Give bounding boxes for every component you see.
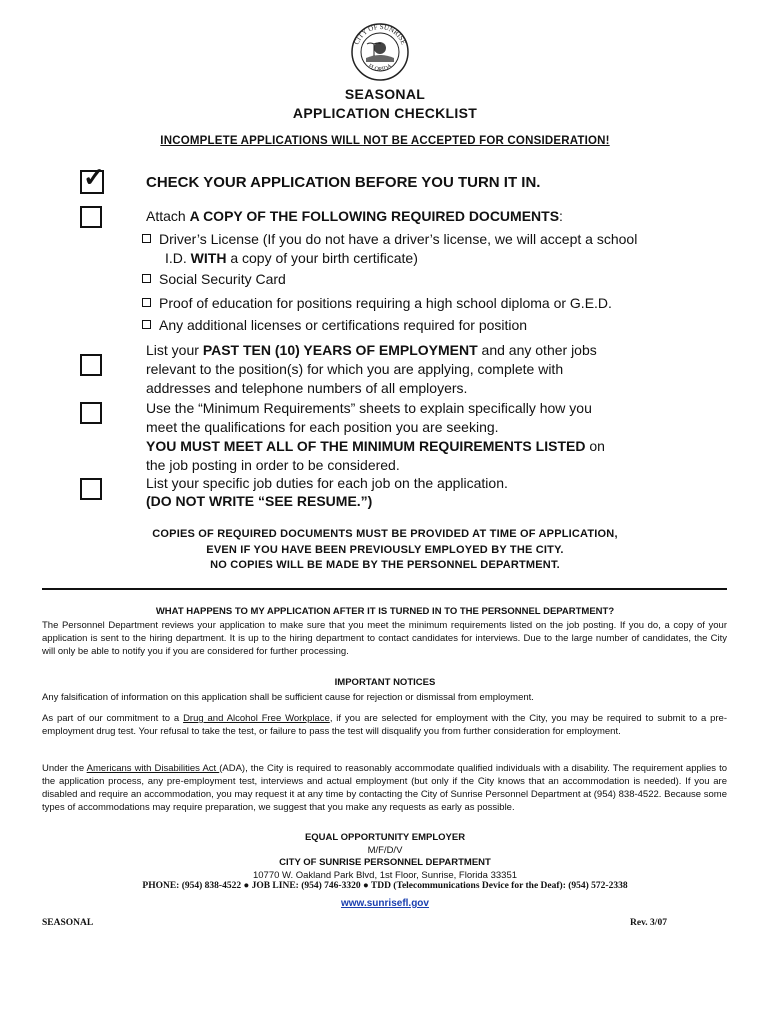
seal-bottom-text: FLORIDA (366, 63, 394, 73)
department-address: 10770 W. Oakland Park Blvd, 1st Floor, Sunrise, Florida 33351 (252, 870, 518, 881)
doc-item-proof-of-education: Proof of education for positions requiring a high school diploma or G.E.D. (142, 294, 612, 313)
must-meet-line-1: YOU MUST MEET ALL OF THE MINIMUM REQUIREMENTS LISTED on (146, 438, 605, 454)
copies-notice-line-1: COPIES OF REQUIRED DOCUMENTS MUST BE PROVIDED AT TIME OF APPLICATION, (152, 528, 618, 540)
title-line-1: SEASONAL (344, 86, 426, 102)
bullet-box-icon (142, 274, 151, 283)
drug-free-workplace-link[interactable]: Drug and Alcohol Free Workplace (183, 713, 330, 724)
checkbox-minimum-requirements[interactable] (80, 402, 102, 424)
what-happens-body: The Personnel Department reviews your application to make sure that you meet the minimum requirements listed on the job posting. If you do, a copy of your application is sent to the hiring department. It is up to the hiring department to contact candidates for interviews. Due to the large number of candidates, the City will only be able to notify you if you are considered for further processing. (42, 620, 727, 657)
checkbox-check-application[interactable] (80, 162, 105, 194)
duties-line-1: List your specific job duties for each job on the application. (146, 475, 508, 491)
employment-line-1: List your PAST TEN (10) YEARS OF EMPLOYMENT and any other jobs (146, 342, 597, 358)
phone-numbers: PHONE: (954) 838-4522 ● JOB LINE: (954) 746-3320 ● TDD (Telecommunications Device for the Deaf): (954) 572-2338 (142, 881, 628, 891)
website-link[interactable]: www.sunrisefl.gov (341, 898, 429, 909)
form-code: SEASONAL (42, 918, 94, 928)
check-heading: CHECK YOUR APPLICATION BEFORE YOU TURN IT IN. (146, 174, 541, 191)
attach-line: Attach A COPY OF THE FOLLOWING REQUIRED DOCUMENTS: (146, 208, 563, 224)
drug-free-notice: As part of our commitment to a Drug and Alcohol Free Workplace, if you are selected for employment with the City, you may be required to submit to a pre-employment drug test. Your refusal to take the test, or failure to pass the test will disqualify you from further consideration for employment. (42, 713, 727, 737)
copies-notice-line-3: NO COPIES WILL BE MADE BY THE PERSONNEL DEPARTMENT. (210, 559, 560, 571)
checkbox-job-duties[interactable] (80, 478, 102, 500)
bullet-box-icon (142, 320, 151, 329)
personnel-department-name: CITY OF SUNRISE PERSONNEL DEPARTMENT (279, 857, 491, 868)
website-row (0, 893, 770, 911)
incomplete-warning: INCOMPLETE APPLICATIONS WILL NOT BE ACCEPTED FOR CONSIDERATION! (160, 135, 610, 147)
mfdv-text: M/F/D/V (367, 845, 403, 856)
section-divider (42, 588, 727, 590)
minreq-line-1: Use the “Minimum Requirements” sheets to explain specifically how you (146, 400, 592, 416)
employment-line-2: relevant to the position(s) for which you are applying, complete with (146, 361, 564, 377)
ada-link[interactable]: Americans with Disabilities Act (86, 763, 220, 774)
checkmark-icon: ✓ (83, 162, 105, 192)
doc-item-drivers-license-cont: I.D. WITH a copy of your birth certificate) (165, 250, 418, 266)
title-line-2: APPLICATION CHECKLIST (292, 105, 478, 121)
equal-opportunity-employer: EQUAL OPPORTUNITY EMPLOYER (304, 832, 466, 843)
svg-text:FLORIDA (367, 63, 394, 73)
doc-item-licenses: Any additional licenses or certifications required for position (142, 316, 527, 335)
important-notices-heading: IMPORTANT NOTICES (334, 677, 436, 688)
bullet-box-icon (142, 234, 151, 243)
ada-notice: Under the Americans with Disabilities Act (ADA), the City is required to reasonably accommodate qualified individuals with a disability. The requirement applies to the application process, any pre-employment test, interviews and actual employment (but only if the City knows that an accommodation is needed). If you are disabled and require an accommodation, you may request it at any time by contacting the City of Sunrise Personnel Department at (954) 838-4522. Because some types of accommodations may require preparation, we suggest that you make any requests as early as possible. (42, 763, 727, 813)
city-seal-logo (350, 22, 410, 82)
minreq-line-2: meet the qualifications for each position you are seeking. (146, 419, 499, 435)
bullet-box-icon (142, 298, 151, 307)
must-meet-line-2: the job posting in order to be considered. (146, 457, 400, 473)
checkbox-employment-history[interactable] (80, 354, 102, 376)
copies-notice-line-2: EVEN IF YOU HAVE BEEN PREVIOUSLY EMPLOYED BY THE CITY. (206, 544, 564, 556)
revision-date: Rev. 3/07 (630, 918, 667, 928)
duties-line-2: (DO NOT WRITE “SEE RESUME.”) (146, 493, 373, 509)
employment-line-3: addresses and telephone numbers of all employers. (146, 380, 468, 396)
doc-item-social-security: Social Security Card (142, 270, 286, 289)
seal-top-text: CITY OF SUNRISE (352, 22, 408, 46)
checkbox-attach-documents[interactable] (80, 206, 102, 228)
falsification-notice: Any falsification of information on this application shall be sufficient cause for rejection or dismissal from employment. (42, 692, 534, 703)
doc-item-drivers-license: Driver’s License (If you do not have a driver’s license, we will accept a school (142, 230, 637, 249)
what-happens-heading: WHAT HAPPENS TO MY APPLICATION AFTER IT IS TURNED IN TO THE PERSONNEL DEPARTMENT? (155, 606, 615, 617)
